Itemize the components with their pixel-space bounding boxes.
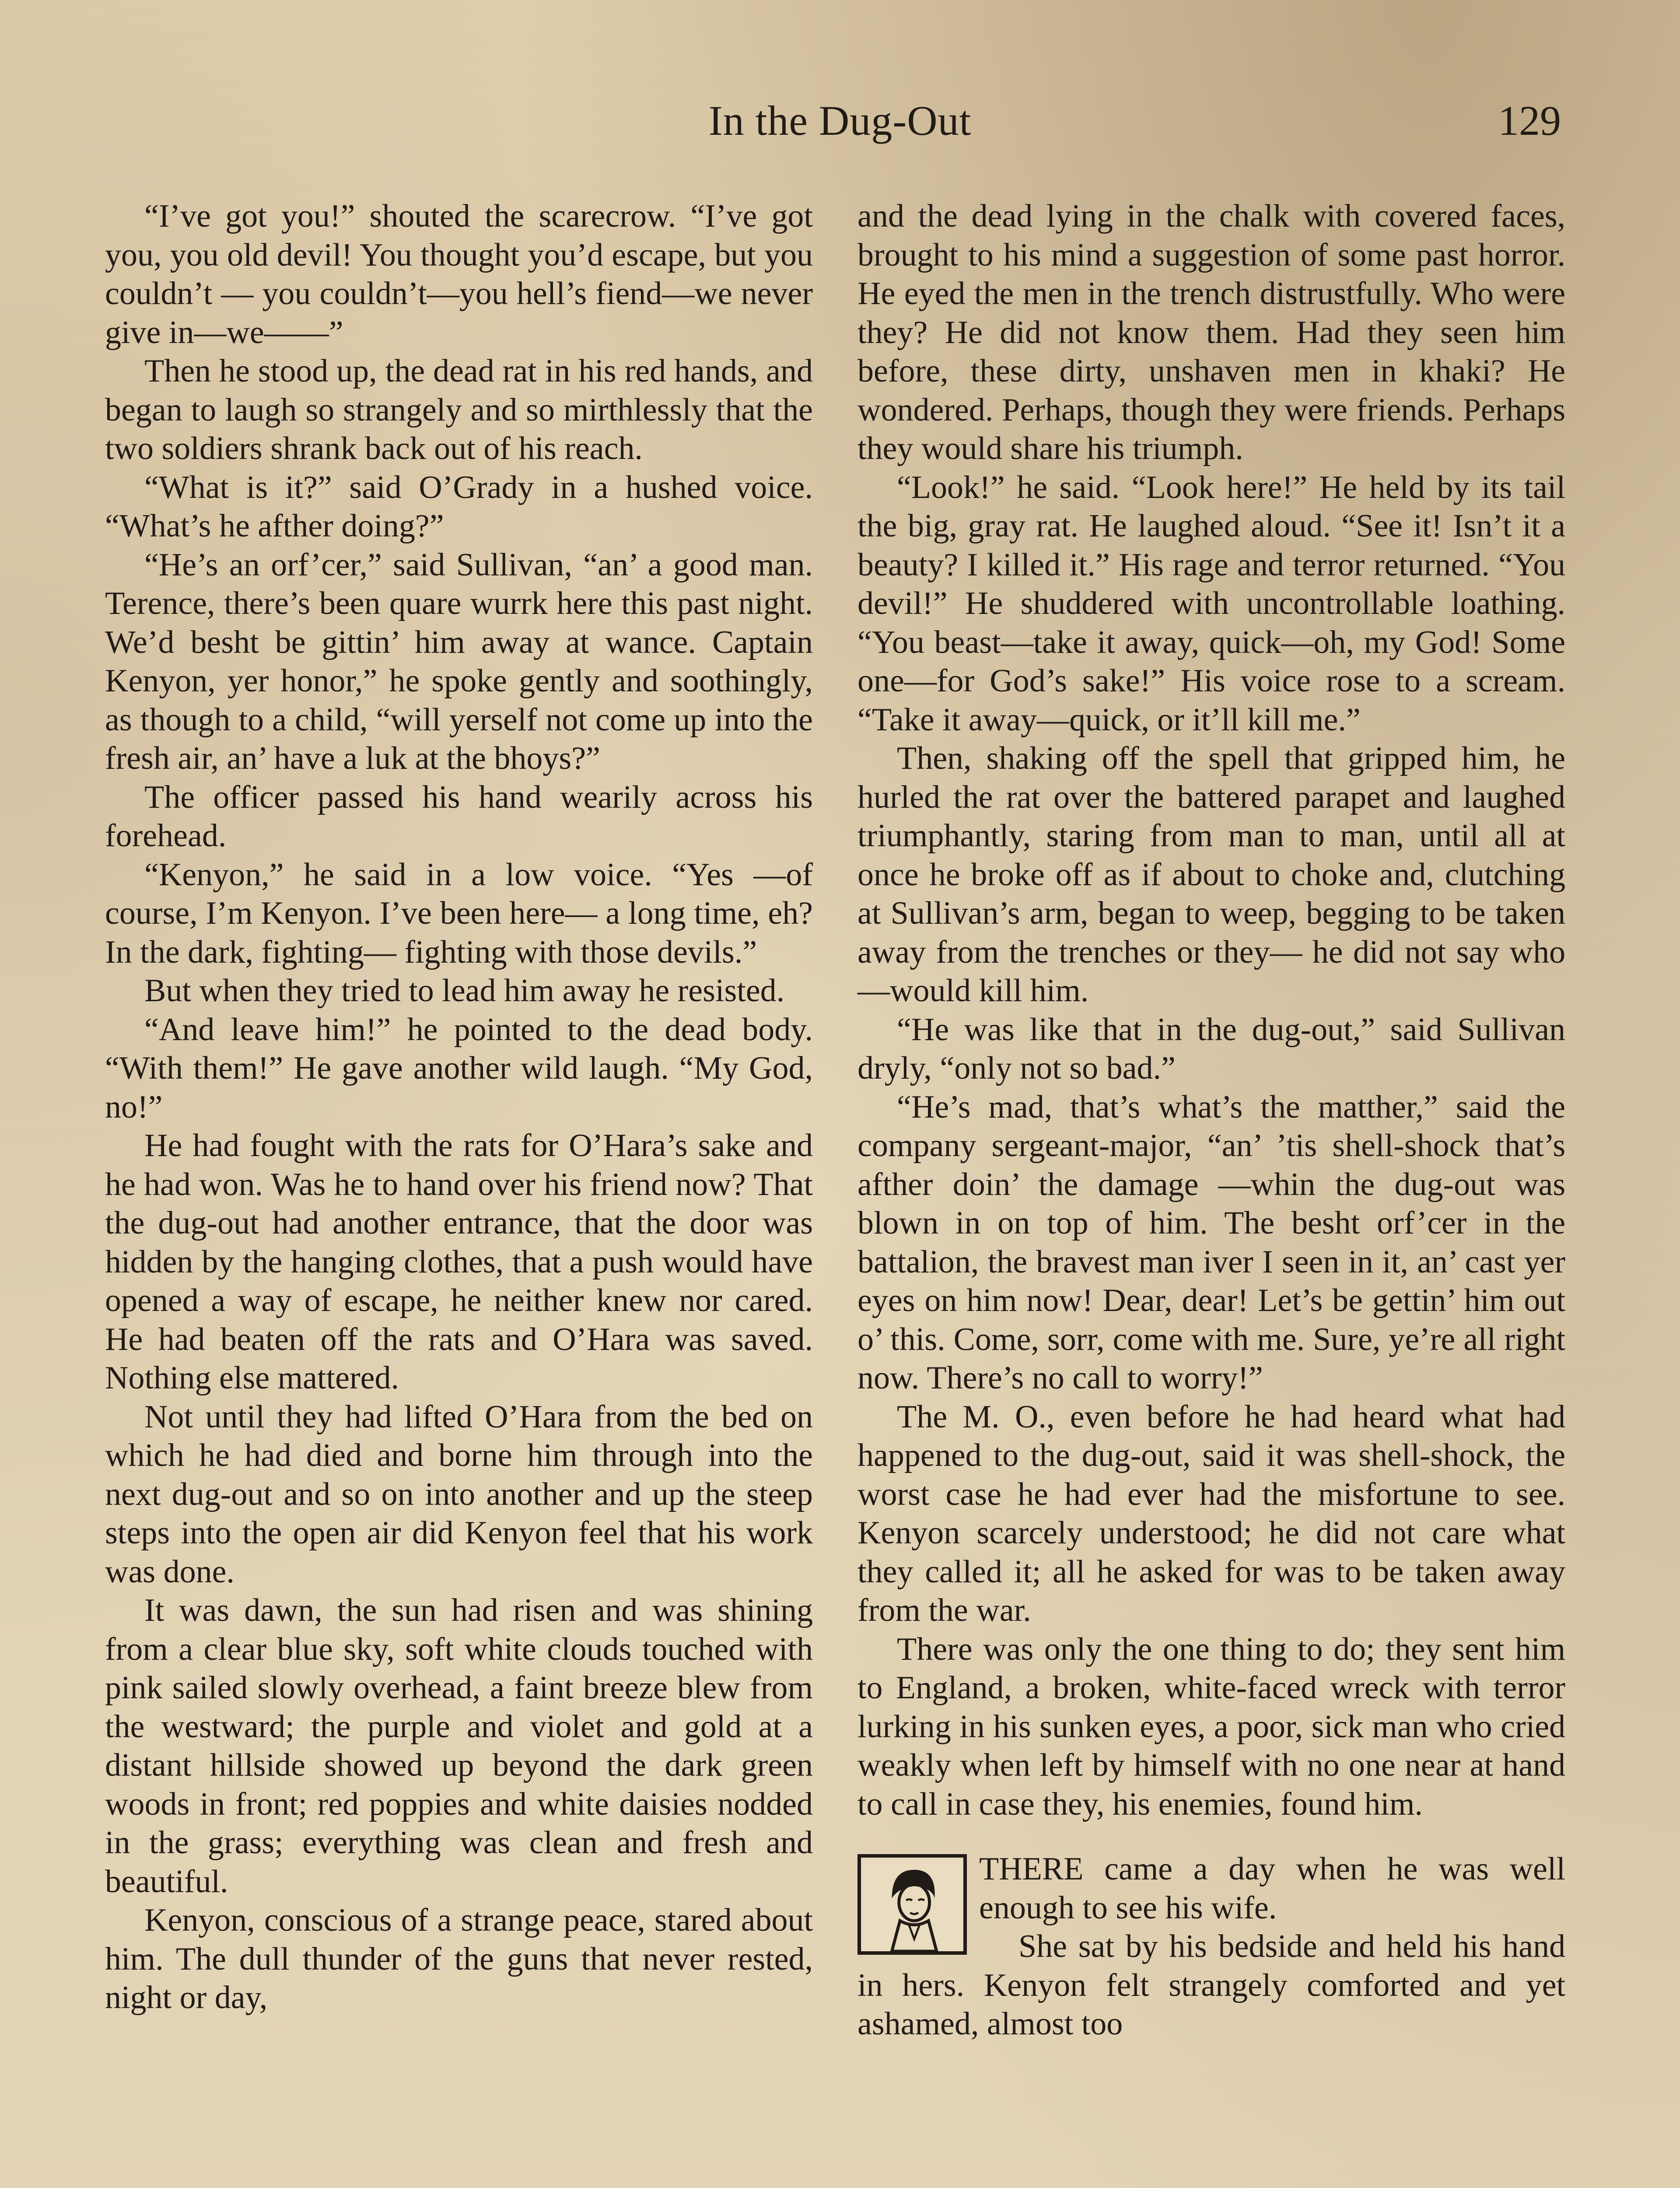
- paragraph: But when they tried to lead him away he resisted.: [144, 973, 785, 1009]
- paragraph: The M. O., even before he had heard what had happened to the dug-out, said it was shell-shock, the worst case he had ever had the misfortune to see. Kenyon scarcely understood; he did not care what they called it; all he asked for was to be taken away from the war.: [858, 1399, 1565, 1628]
- page-number: 129: [1498, 97, 1561, 144]
- paragraph-continued: and the dead lying in the chalk with covered faces, brought to his mind a suggestion of some past horror. He eyed the men in the trench distrustfully. Who were they? He did not know them. Had they seen him before, these dirty, unshaven men in khaki? He wondered. Perhaps, though they were friends. Perhaps they would share his triumph.: [858, 198, 1565, 466]
- paragraph: “Kenyon,” he said in a low voice. “Yes —of course, I’m Kenyon. I’ve been here— a long time, eh? In the dark, fighting— fighting with those devils.”: [105, 856, 813, 970]
- paragraph: “Look!” he said. “Look here!” He held by its tail the big, gray rat. He laughed aloud. “See it! Isn’t it a beauty? I killed it.” His rage and terror returned. “You devil!” He shuddered with uncontrollable loathing. “You beast—take it away, quick—oh, my God! Some one—for God’s sake!” His voice rose to a scream. “Take it away—quick, or it’ll kill me.”: [858, 469, 1565, 738]
- paragraph: It was dawn, the sun had risen and was shining from a clear blue sky, soft white clouds touched with pink sailed slowly overhead, a faint breeze blew from the westward; the purple and violet and gold at a distant hillside showed up beyond the dark green woods in front; red poppies and white daisies nodded in the grass; everything was clean and fresh and beautiful.: [105, 1592, 813, 1900]
- paragraph: Then he stood up, the dead rat in his red hands, and began to laugh so strangely and so mirthlessly that the two soldiers shrank back out of his reach.: [105, 353, 813, 466]
- paragraph: Not until they had lifted O’Hara from the bed on which he had died and borne him through into the next dug-out and so on into another and up the steep steps into the open air did Kenyon feel that his work was done.: [105, 1399, 813, 1590]
- paragraph: Kenyon, conscious of a strange peace, stared about him. The dull thunder of the guns that never rested, night or day,: [105, 1902, 813, 2016]
- paragraph: There was only the one thing to do; they sent him to England, a broken, white-faced wreck with terror lurking in his sunken eyes, a poor, sick man who cried weakly when left by himself with no one near at hand to call in case they, his enemies, found him.: [858, 1631, 1565, 1822]
- woman-portrait-icon: [858, 1854, 967, 1955]
- right-column: [858, 197, 1565, 2044]
- paragraph: She sat by his bedside and held his hand in hers. Kenyon felt strangely comforted and yet ashamed, almost too: [858, 1929, 1565, 2042]
- paragraph: “He’s mad, that’s what’s the matther,” said the company sergeant-major, “an’ ’tis shell-shock that’s afther doin’ the damage —whin the dug-out was blown in on top of him. The besht orf’cer in the battalion, the bravest man iver I seen in it, an’ cast yer eyes on him now! Dear, dear! Let’s be gettin’ him out o’ this. Come, sorr, come with me. Sure, ye’re all right now. There’s no call to worry!”: [858, 1089, 1565, 1396]
- running-head-title: In the Dug-Out: [708, 97, 972, 144]
- paragraph: “And leave him!” he pointed to the dead body. “With them!” He gave another wild laugh. “My God, no!”: [105, 1011, 813, 1125]
- section-break: [858, 1850, 1565, 2044]
- paragraph: The officer passed his hand wearily across his forehead.: [105, 779, 813, 854]
- left-column: [105, 197, 813, 2017]
- section-opening: THERE came a day when he was well enough to see his wife.: [979, 1851, 1565, 1926]
- paragraph: He had fought with the rats for O’Hara’s sake and he had won. Was he to hand over his friend now? That the dug-out had another entrance, that the door was hidden by the hanging clothes, that a push would have opened a way of escape, he neither knew nor cared. He had beaten off the rats and O’Hara was saved. Nothing else mattered.: [105, 1128, 813, 1396]
- paragraph: “He was like that in the dug-out,” said Sullivan dryly, “only not so bad.”: [858, 1011, 1565, 1086]
- paragraph: Then, shaking off the spell that gripped him, he hurled the rat over the battered parapet and laughed triumphantly, staring from man to man, until all at once he broke off as if about to choke and, clutching at Sullivan’s arm, began to weep, begging to be taken away from the trenches or they— he did not say who—would kill him.: [858, 740, 1565, 1009]
- paragraph: “I’ve got you!” shouted the scarecrow. “I’ve got you, you old devil! You thought you’d escape, but you couldn’t — you couldn’t—you hell’s fiend—we never give in—we——”: [105, 198, 813, 351]
- paragraph: “What is it?” said O’Grady in a hushed voice. “What’s he afther doing?”: [105, 469, 813, 544]
- paragraph: “He’s an orf’cer,” said Sullivan, “an’ a good man. Terence, there’s been quare wurrk here this past night. We’d besht be gittin’ him away at wance. Captain Kenyon, yer honor,” he spoke gently and soothingly, as though to a child, “will yerself not come up into the fresh air, an’ have a luk at the bhoys?”: [105, 547, 813, 776]
